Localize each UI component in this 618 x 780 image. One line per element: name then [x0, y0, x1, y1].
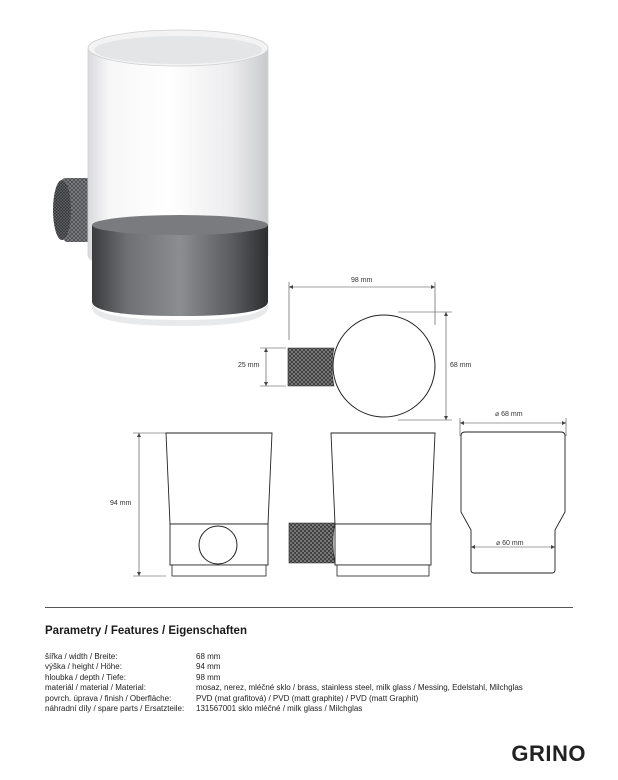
spec-value: 68 mm	[196, 652, 221, 661]
brand-name: GRINO	[511, 741, 586, 766]
spec-label: šířka / width / Breite:	[45, 652, 118, 661]
spec-value: 131567001 sklo mléčné / milk glass / Milchglas	[196, 704, 363, 714]
spec-row-material	[45, 683, 523, 693]
section-divider	[45, 607, 573, 608]
spec-row-depth	[45, 673, 523, 683]
side-view-drawing	[285, 425, 445, 585]
dim-width-label: 98 mm	[351, 277, 373, 284]
dim-height-label: 68 mm	[450, 362, 472, 369]
spec-value: 98 mm	[196, 672, 221, 682]
spec-row-height	[45, 662, 523, 672]
dim-diameter-top-label: ⌀ 68 mm	[495, 411, 523, 418]
section-view-drawing	[455, 410, 575, 580]
dim-diameter-bottom-label: ⌀ 60 mm	[496, 540, 524, 547]
spec-value: PVD (mat grafitová) / PVD (matt graphite) / PVD (matt Graphit)	[196, 693, 419, 703]
spec-value: mosaz, nerez, mléčné sklo / brass, stainless steel, milk glass / Messing, Edelstahl, Milchglas	[196, 683, 523, 693]
top-view-drawing	[230, 270, 470, 430]
dim-total-height-label: 94 mm	[110, 500, 132, 507]
specs-table	[45, 652, 523, 714]
spec-label: povrch. úprava / finish / Oberfläche:	[45, 693, 172, 703]
spec-label: materiál / material / Material:	[45, 683, 146, 693]
spec-value: 94 mm	[196, 662, 221, 672]
spec-row-spare-parts	[45, 704, 523, 714]
spec-label: hloubka / depth / Tiefe:	[45, 672, 126, 682]
spec-row-width	[45, 652, 523, 662]
features-title: Parametry / Features / Eigenschaften	[45, 625, 247, 637]
dim-bar-label: 25 mm	[238, 362, 260, 369]
spec-label: výška / height / Höhe:	[45, 662, 122, 672]
spec-label: náhradní díly / spare parts / Ersatzteile:	[45, 704, 185, 714]
spec-row-finish	[45, 694, 523, 704]
front-view-drawing	[130, 425, 280, 585]
